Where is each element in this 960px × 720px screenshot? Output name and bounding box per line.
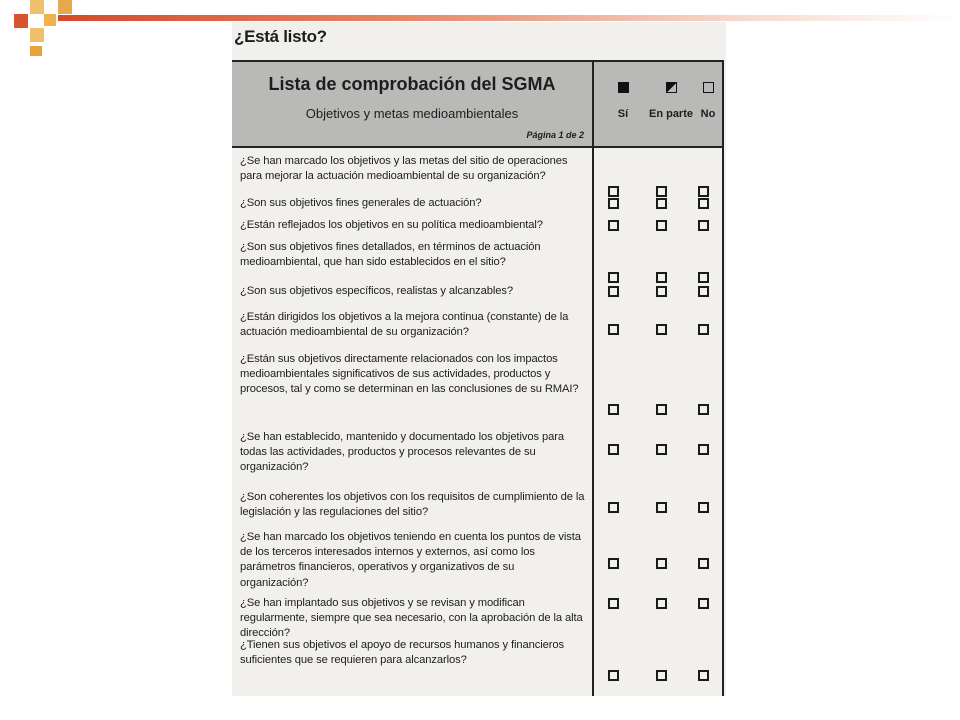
- question-text: ¿Se han establecido, mantenido y documentado los objetivos para todas las actividades, productos y procesos relevantes de su organización?: [240, 431, 564, 474]
- checkbox-no[interactable]: [698, 324, 709, 335]
- question-text: ¿Son coherentes los objetivos con los requisitos de cumplimiento de la legislación y las regulaciones del sitio?: [240, 491, 585, 519]
- question-text: ¿Son sus objetivos fines detallados, en términos de actuación medioambiental, que han sido establecidos en el sitio?: [240, 241, 541, 269]
- checklist-title: Lista de comprobación del SGMA: [268, 74, 556, 94]
- checkbox-si[interactable]: [608, 502, 619, 513]
- decor-square: [30, 0, 44, 14]
- checkbox-no[interactable]: [698, 272, 709, 283]
- checkbox-en-parte[interactable]: [656, 220, 667, 231]
- decor-square: [44, 14, 56, 26]
- option-label: No: [700, 108, 716, 120]
- checklist-subtitle: Objetivos y metas medioambientales: [305, 106, 519, 121]
- checkbox-no[interactable]: [698, 286, 709, 297]
- checklist-row: [240, 218, 585, 233]
- checklist-header-main: [232, 62, 594, 146]
- checklist-row: [240, 310, 585, 340]
- checklist-row: [240, 352, 585, 398]
- checkbox-no[interactable]: [698, 198, 709, 209]
- checkbox-no[interactable]: [698, 220, 709, 231]
- checkbox-en-parte[interactable]: [656, 198, 667, 209]
- question-text: ¿Están sus objetivos directamente relacionados con los impactos medioambientales significativos de sus actividades, productos y procesos, tal y como se determinan en las conclusiones de su RMAI?: [240, 353, 579, 396]
- checkbox-si[interactable]: [608, 186, 619, 197]
- question-text: ¿Son sus objetivos específicos, realistas y alcanzables?: [240, 285, 513, 297]
- checkbox-si[interactable]: [608, 324, 619, 335]
- decor-square: [30, 46, 42, 56]
- checkbox-si[interactable]: [608, 598, 619, 609]
- checklist-row: [240, 530, 585, 591]
- checkbox-si[interactable]: [608, 558, 619, 569]
- page-number: Página 1 de 2: [526, 130, 584, 140]
- checklist-row: [240, 638, 585, 668]
- empty-square-icon: [703, 82, 714, 93]
- header-gradient-bar: [58, 15, 960, 21]
- filled-square-icon: [618, 82, 629, 93]
- option-header-no: [682, 80, 726, 120]
- checkbox-en-parte[interactable]: [656, 670, 667, 681]
- checkbox-no[interactable]: [698, 558, 709, 569]
- decor-square: [58, 0, 72, 14]
- checkbox-no[interactable]: [698, 444, 709, 455]
- question-text: ¿Están reflejados los objetivos en su política medioambiental?: [240, 219, 543, 231]
- question-text: ¿Se han marcado los objetivos teniendo en cuenta los puntos de vista de los terceros interesados internos y externos, así como los parámetros financieros, operativos y organizativos de su organización?: [240, 531, 581, 589]
- checkbox-en-parte[interactable]: [656, 186, 667, 197]
- checkbox-si[interactable]: [608, 198, 619, 209]
- option-label: Sí: [617, 108, 629, 120]
- option-label: En parte: [648, 108, 693, 120]
- decor-square: [14, 14, 28, 28]
- column-divider: [592, 146, 594, 696]
- question-text: ¿Están dirigidos los objetivos a la mejora continua (constante) de la actuación medioambiental de su organización?: [240, 311, 569, 339]
- question-text: ¿Tienen sus objetivos el apoyo de recursos humanos y financieros suficientes que se requieren para alcanzarlos?: [240, 639, 565, 667]
- checkbox-si[interactable]: [608, 272, 619, 283]
- checklist-row: [240, 240, 585, 270]
- decor-square: [30, 28, 44, 42]
- checkbox-si[interactable]: [608, 220, 619, 231]
- checklist-row: [240, 596, 585, 642]
- checklist-row: [240, 430, 585, 476]
- question-text: ¿Son sus objetivos fines generales de actuación?: [240, 197, 482, 209]
- checklist-header: [232, 62, 722, 148]
- checkbox-si[interactable]: [608, 444, 619, 455]
- checkbox-no[interactable]: [698, 186, 709, 197]
- checkbox-si[interactable]: [608, 670, 619, 681]
- checkbox-en-parte[interactable]: [656, 286, 667, 297]
- page-title: ¿Está listo?: [234, 27, 327, 46]
- option-header-si: [597, 80, 649, 120]
- checkbox-en-parte[interactable]: [656, 558, 667, 569]
- checkbox-no[interactable]: [698, 502, 709, 513]
- checkbox-en-parte[interactable]: [656, 272, 667, 283]
- checkbox-no[interactable]: [698, 670, 709, 681]
- checklist-row: [240, 490, 585, 520]
- question-text: ¿Se han marcado los objetivos y las metas del sitio de operaciones para mejorar la actuación medioambiental de su organización?: [240, 155, 568, 183]
- checkbox-si[interactable]: [608, 286, 619, 297]
- checklist-row: [240, 154, 585, 184]
- checkbox-en-parte[interactable]: [656, 598, 667, 609]
- checklist-row: [240, 196, 585, 211]
- checkbox-si[interactable]: [608, 404, 619, 415]
- checklist-table: [232, 60, 724, 696]
- scanned-document: [232, 22, 726, 696]
- checkbox-no[interactable]: [698, 404, 709, 415]
- checklist-row: [240, 284, 585, 299]
- checkbox-en-parte[interactable]: [656, 444, 667, 455]
- checkbox-en-parte[interactable]: [656, 404, 667, 415]
- half-filled-square-icon: [666, 82, 677, 93]
- question-text: ¿Se han implantado sus objetivos y se revisan y modifican regularmente, siempre que sea necesario, con la aprobación de la alta dirección?: [240, 597, 583, 640]
- checkbox-en-parte[interactable]: [656, 502, 667, 513]
- checkbox-en-parte[interactable]: [656, 324, 667, 335]
- checkbox-no[interactable]: [698, 598, 709, 609]
